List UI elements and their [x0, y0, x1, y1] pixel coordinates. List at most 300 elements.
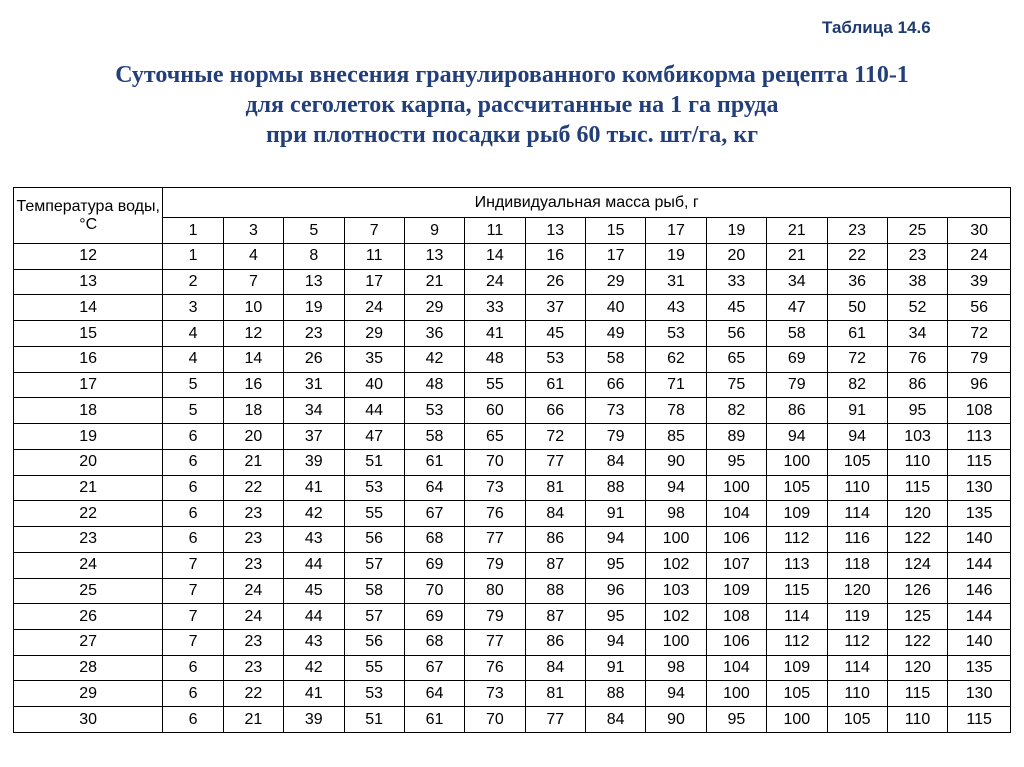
value-cell: 96	[948, 372, 1011, 398]
value-cell: 95	[706, 707, 766, 733]
value-cell: 100	[767, 707, 827, 733]
value-cell: 29	[344, 321, 404, 347]
value-cell: 73	[465, 681, 525, 707]
value-cell: 79	[465, 552, 525, 578]
value-cell: 110	[887, 449, 947, 475]
value-cell: 43	[646, 295, 706, 321]
mass-column-header: 19	[706, 218, 766, 244]
value-cell: 84	[525, 501, 585, 527]
temperature-cell: 17	[14, 372, 163, 398]
temperature-cell: 23	[14, 527, 163, 553]
value-cell: 53	[344, 681, 404, 707]
value-cell: 55	[344, 655, 404, 681]
value-cell: 61	[404, 449, 464, 475]
table-row	[14, 449, 1011, 475]
value-cell: 23	[223, 630, 283, 656]
temperature-cell: 25	[14, 578, 163, 604]
value-cell: 24	[344, 295, 404, 321]
table-row	[14, 681, 1011, 707]
value-cell: 40	[344, 372, 404, 398]
table-row	[14, 630, 1011, 656]
value-cell: 37	[284, 424, 344, 450]
value-cell: 90	[646, 707, 706, 733]
mass-columns-row	[14, 218, 1011, 244]
value-cell: 106	[706, 630, 766, 656]
value-cell: 107	[706, 552, 766, 578]
value-cell: 53	[646, 321, 706, 347]
value-cell: 57	[344, 552, 404, 578]
value-cell: 26	[525, 269, 585, 295]
value-cell: 79	[767, 372, 827, 398]
value-cell: 51	[344, 449, 404, 475]
value-cell: 79	[465, 604, 525, 630]
value-cell: 146	[948, 578, 1011, 604]
mass-column-header: 21	[767, 218, 827, 244]
value-cell: 48	[465, 346, 525, 372]
table-row	[14, 295, 1011, 321]
value-cell: 20	[706, 244, 766, 270]
temperature-cell: 16	[14, 346, 163, 372]
value-cell: 58	[586, 346, 646, 372]
value-cell: 62	[646, 346, 706, 372]
value-cell: 4	[163, 321, 223, 347]
value-cell: 69	[404, 604, 464, 630]
value-cell: 88	[525, 578, 585, 604]
value-cell: 5	[163, 398, 223, 424]
value-cell: 49	[586, 321, 646, 347]
value-cell: 66	[525, 398, 585, 424]
value-cell: 125	[887, 604, 947, 630]
table-row	[14, 321, 1011, 347]
value-cell: 72	[948, 321, 1011, 347]
value-cell: 88	[586, 475, 646, 501]
value-cell: 53	[525, 346, 585, 372]
mass-column-header: 25	[887, 218, 947, 244]
value-cell: 3	[163, 295, 223, 321]
value-cell: 77	[465, 630, 525, 656]
value-cell: 6	[163, 475, 223, 501]
value-cell: 16	[525, 244, 585, 270]
temperature-cell: 26	[14, 604, 163, 630]
value-cell: 11	[344, 244, 404, 270]
value-cell: 56	[948, 295, 1011, 321]
value-cell: 41	[284, 475, 344, 501]
value-cell: 39	[284, 449, 344, 475]
value-cell: 21	[767, 244, 827, 270]
temperature-cell: 14	[14, 295, 163, 321]
table-row	[14, 578, 1011, 604]
value-cell: 81	[525, 681, 585, 707]
title-line: при плотности посадки рыб 60 тыс. шт/га, кг	[265, 122, 759, 148]
value-cell: 53	[404, 398, 464, 424]
value-cell: 94	[646, 681, 706, 707]
value-cell: 82	[706, 398, 766, 424]
value-cell: 24	[948, 244, 1011, 270]
value-cell: 135	[948, 655, 1011, 681]
value-cell: 76	[465, 655, 525, 681]
value-cell: 109	[767, 655, 827, 681]
value-cell: 86	[525, 630, 585, 656]
value-cell: 68	[404, 527, 464, 553]
value-cell: 78	[646, 398, 706, 424]
value-cell: 6	[163, 501, 223, 527]
value-cell: 22	[223, 681, 283, 707]
value-cell: 87	[525, 604, 585, 630]
value-cell: 5	[163, 372, 223, 398]
mass-column-header: 17	[646, 218, 706, 244]
value-cell: 58	[767, 321, 827, 347]
value-cell: 104	[706, 501, 766, 527]
table-row	[14, 475, 1011, 501]
value-cell: 110	[827, 681, 887, 707]
value-cell: 86	[767, 398, 827, 424]
value-cell: 130	[948, 475, 1011, 501]
value-cell: 23	[223, 655, 283, 681]
value-cell: 100	[646, 630, 706, 656]
value-cell: 84	[586, 449, 646, 475]
table-row	[14, 604, 1011, 630]
value-cell: 73	[465, 475, 525, 501]
value-cell: 73	[586, 398, 646, 424]
value-cell: 55	[344, 501, 404, 527]
value-cell: 41	[284, 681, 344, 707]
temperature-header: Температура воды, °С	[14, 188, 163, 244]
value-cell: 76	[465, 501, 525, 527]
value-cell: 44	[344, 398, 404, 424]
value-cell: 126	[887, 578, 947, 604]
value-cell: 37	[525, 295, 585, 321]
value-cell: 17	[344, 269, 404, 295]
temperature-cell: 20	[14, 449, 163, 475]
value-cell: 18	[223, 398, 283, 424]
value-cell: 114	[827, 655, 887, 681]
value-cell: 56	[344, 527, 404, 553]
value-cell: 64	[404, 475, 464, 501]
value-cell: 13	[284, 269, 344, 295]
value-cell: 6	[163, 527, 223, 553]
value-cell: 60	[465, 398, 525, 424]
value-cell: 79	[586, 424, 646, 450]
value-cell: 34	[887, 321, 947, 347]
value-cell: 86	[525, 527, 585, 553]
value-cell: 112	[767, 630, 827, 656]
value-cell: 84	[586, 707, 646, 733]
temperature-cell: 29	[14, 681, 163, 707]
value-cell: 47	[767, 295, 827, 321]
value-cell: 105	[767, 475, 827, 501]
table-row	[14, 372, 1011, 398]
value-cell: 113	[948, 424, 1011, 450]
value-cell: 13	[404, 244, 464, 270]
value-cell: 61	[827, 321, 887, 347]
value-cell: 115	[948, 449, 1011, 475]
value-cell: 24	[465, 269, 525, 295]
value-cell: 2	[163, 269, 223, 295]
value-cell: 144	[948, 604, 1011, 630]
value-cell: 94	[586, 527, 646, 553]
value-cell: 7	[163, 578, 223, 604]
value-cell: 24	[223, 578, 283, 604]
mass-column-header: 15	[586, 218, 646, 244]
value-cell: 21	[404, 269, 464, 295]
temperature-cell: 18	[14, 398, 163, 424]
value-cell: 122	[887, 630, 947, 656]
value-cell: 110	[827, 475, 887, 501]
value-cell: 61	[525, 372, 585, 398]
value-cell: 53	[344, 475, 404, 501]
value-cell: 122	[887, 527, 947, 553]
value-cell: 79	[948, 346, 1011, 372]
value-cell: 24	[223, 604, 283, 630]
table-row	[14, 346, 1011, 372]
value-cell: 1	[163, 244, 223, 270]
value-cell: 41	[465, 321, 525, 347]
temperature-cell: 24	[14, 552, 163, 578]
value-cell: 94	[586, 630, 646, 656]
value-cell: 65	[706, 346, 766, 372]
value-cell: 118	[827, 552, 887, 578]
value-cell: 6	[163, 707, 223, 733]
value-cell: 31	[284, 372, 344, 398]
value-cell: 110	[887, 707, 947, 733]
value-cell: 103	[887, 424, 947, 450]
value-cell: 120	[827, 578, 887, 604]
value-cell: 100	[706, 475, 766, 501]
value-cell: 65	[465, 424, 525, 450]
value-cell: 33	[706, 269, 766, 295]
title-line: Суточные нормы внесения гранулированного комбикорма рецепта 110-1	[115, 62, 909, 88]
mass-column-header: 9	[404, 218, 464, 244]
value-cell: 100	[706, 681, 766, 707]
value-cell: 100	[646, 527, 706, 553]
table-row	[14, 269, 1011, 295]
value-cell: 7	[163, 552, 223, 578]
value-cell: 94	[646, 475, 706, 501]
value-cell: 44	[284, 604, 344, 630]
value-cell: 95	[706, 449, 766, 475]
value-cell: 75	[706, 372, 766, 398]
value-cell: 112	[827, 630, 887, 656]
value-cell: 88	[586, 681, 646, 707]
mass-column-header: 1	[163, 218, 223, 244]
value-cell: 21	[223, 707, 283, 733]
value-cell: 72	[525, 424, 585, 450]
temperature-cell: 21	[14, 475, 163, 501]
table-row	[14, 527, 1011, 553]
value-cell: 58	[404, 424, 464, 450]
table-body	[14, 244, 1011, 733]
mass-column-header: 5	[284, 218, 344, 244]
value-cell: 77	[525, 449, 585, 475]
value-cell: 56	[344, 630, 404, 656]
value-cell: 19	[284, 295, 344, 321]
value-cell: 20	[223, 424, 283, 450]
value-cell: 6	[163, 681, 223, 707]
title-line: для сеголеток карпа, рассчитанные на 1 га пруда	[245, 92, 779, 118]
value-cell: 34	[284, 398, 344, 424]
page-title	[0, 60, 1024, 150]
value-cell: 95	[887, 398, 947, 424]
value-cell: 23	[223, 552, 283, 578]
temperature-cell: 19	[14, 424, 163, 450]
value-cell: 115	[948, 707, 1011, 733]
value-cell: 42	[284, 501, 344, 527]
value-cell: 91	[586, 501, 646, 527]
value-cell: 22	[827, 244, 887, 270]
value-cell: 55	[465, 372, 525, 398]
value-cell: 12	[223, 321, 283, 347]
temperature-cell: 30	[14, 707, 163, 733]
value-cell: 47	[344, 424, 404, 450]
value-cell: 98	[646, 501, 706, 527]
value-cell: 94	[827, 424, 887, 450]
value-cell: 113	[767, 552, 827, 578]
value-cell: 96	[586, 578, 646, 604]
value-cell: 45	[525, 321, 585, 347]
table-row	[14, 244, 1011, 270]
value-cell: 105	[827, 707, 887, 733]
mass-column-header: 11	[465, 218, 525, 244]
value-cell: 29	[404, 295, 464, 321]
value-cell: 94	[767, 424, 827, 450]
value-cell: 144	[948, 552, 1011, 578]
value-cell: 7	[163, 604, 223, 630]
value-cell: 140	[948, 630, 1011, 656]
value-cell: 100	[767, 449, 827, 475]
value-cell: 51	[344, 707, 404, 733]
value-cell: 19	[646, 244, 706, 270]
value-cell: 95	[586, 604, 646, 630]
value-cell: 105	[767, 681, 827, 707]
value-cell: 114	[827, 501, 887, 527]
value-cell: 10	[223, 295, 283, 321]
value-cell: 67	[404, 501, 464, 527]
value-cell: 84	[525, 655, 585, 681]
mass-column-header: 23	[827, 218, 887, 244]
mass-column-header: 30	[948, 218, 1011, 244]
value-cell: 29	[586, 269, 646, 295]
value-cell: 4	[163, 346, 223, 372]
value-cell: 67	[404, 655, 464, 681]
value-cell: 39	[948, 269, 1011, 295]
value-cell: 140	[948, 527, 1011, 553]
value-cell: 66	[586, 372, 646, 398]
value-cell: 82	[827, 372, 887, 398]
value-cell: 17	[586, 244, 646, 270]
value-cell: 115	[887, 475, 947, 501]
value-cell: 16	[223, 372, 283, 398]
value-cell: 42	[284, 655, 344, 681]
value-cell: 104	[706, 655, 766, 681]
value-cell: 89	[706, 424, 766, 450]
value-cell: 64	[404, 681, 464, 707]
value-cell: 85	[646, 424, 706, 450]
value-cell: 22	[223, 475, 283, 501]
value-cell: 39	[284, 707, 344, 733]
value-cell: 102	[646, 552, 706, 578]
value-cell: 115	[767, 578, 827, 604]
table-label: Таблица 14.6	[822, 18, 931, 37]
value-cell: 36	[827, 269, 887, 295]
value-cell: 91	[586, 655, 646, 681]
value-cell: 87	[525, 552, 585, 578]
value-cell: 61	[404, 707, 464, 733]
value-cell: 108	[948, 398, 1011, 424]
value-cell: 36	[404, 321, 464, 347]
value-cell: 38	[887, 269, 947, 295]
value-cell: 77	[525, 707, 585, 733]
value-cell: 8	[284, 244, 344, 270]
value-cell: 34	[767, 269, 827, 295]
value-cell: 31	[646, 269, 706, 295]
value-cell: 7	[223, 269, 283, 295]
value-cell: 69	[767, 346, 827, 372]
value-cell: 91	[827, 398, 887, 424]
value-cell: 58	[344, 578, 404, 604]
temperature-cell: 27	[14, 630, 163, 656]
value-cell: 40	[586, 295, 646, 321]
value-cell: 90	[646, 449, 706, 475]
value-cell: 114	[767, 604, 827, 630]
value-cell: 120	[887, 655, 947, 681]
temperature-cell: 13	[14, 269, 163, 295]
mass-header: Индивидуальная масса рыб, г	[163, 188, 1011, 218]
value-cell: 43	[284, 527, 344, 553]
value-cell: 70	[465, 449, 525, 475]
value-cell: 109	[767, 501, 827, 527]
value-cell: 23	[887, 244, 947, 270]
temperature-cell: 28	[14, 655, 163, 681]
value-cell: 81	[525, 475, 585, 501]
mass-column-header: 7	[344, 218, 404, 244]
value-cell: 56	[706, 321, 766, 347]
value-cell: 80	[465, 578, 525, 604]
temperature-cell: 15	[14, 321, 163, 347]
value-cell: 95	[586, 552, 646, 578]
value-cell: 119	[827, 604, 887, 630]
value-cell: 7	[163, 630, 223, 656]
value-cell: 116	[827, 527, 887, 553]
value-cell: 44	[284, 552, 344, 578]
value-cell: 106	[706, 527, 766, 553]
temperature-cell: 22	[14, 501, 163, 527]
value-cell: 115	[887, 681, 947, 707]
value-cell: 102	[646, 604, 706, 630]
value-cell: 112	[767, 527, 827, 553]
feed-rate-table	[13, 187, 1011, 733]
value-cell: 124	[887, 552, 947, 578]
value-cell: 45	[284, 578, 344, 604]
value-cell: 70	[465, 707, 525, 733]
value-cell: 35	[344, 346, 404, 372]
value-cell: 105	[827, 449, 887, 475]
value-cell: 4	[223, 244, 283, 270]
value-cell: 130	[948, 681, 1011, 707]
table-row	[14, 398, 1011, 424]
value-cell: 43	[284, 630, 344, 656]
value-cell: 52	[887, 295, 947, 321]
value-cell: 69	[404, 552, 464, 578]
value-cell: 48	[404, 372, 464, 398]
value-cell: 109	[706, 578, 766, 604]
value-cell: 45	[706, 295, 766, 321]
mass-column-header: 13	[525, 218, 585, 244]
value-cell: 108	[706, 604, 766, 630]
value-cell: 86	[887, 372, 947, 398]
value-cell: 103	[646, 578, 706, 604]
value-cell: 98	[646, 655, 706, 681]
value-cell: 72	[827, 346, 887, 372]
